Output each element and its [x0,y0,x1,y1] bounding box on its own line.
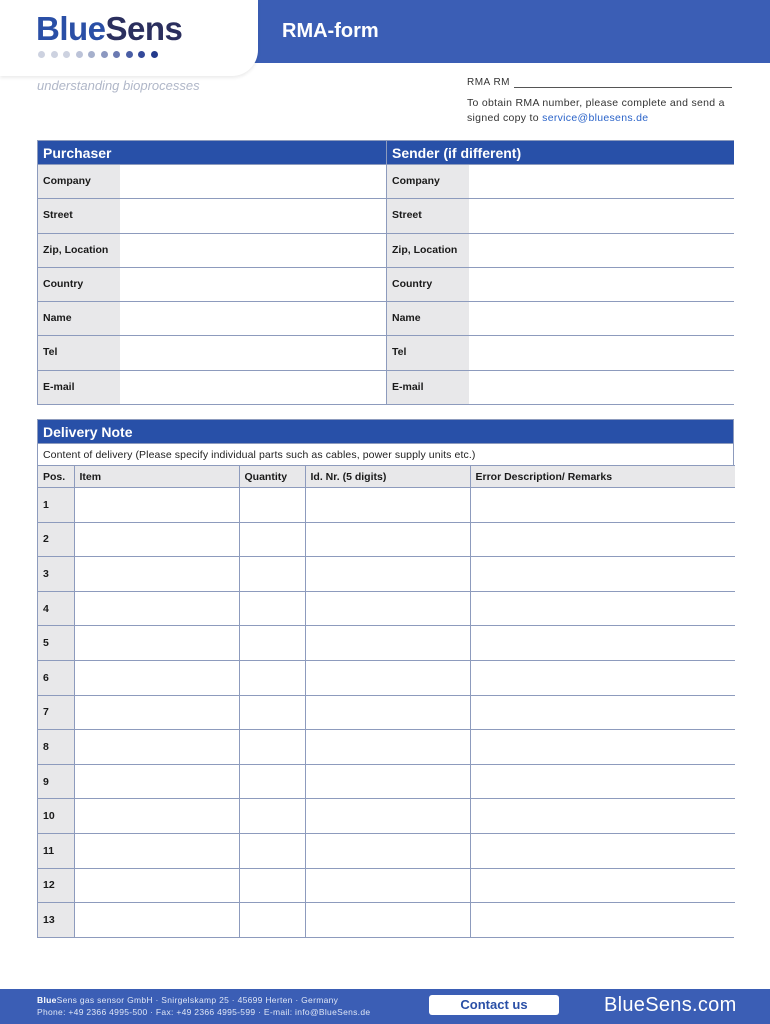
table-cell-input[interactable] [305,799,470,834]
logo-dot [63,51,70,58]
table-cell-input[interactable] [470,591,735,626]
page-title: RMA-form [282,20,379,42]
sender-field-input[interactable] [469,165,734,198]
purchaser-field-label: E-mail [38,371,120,404]
row-position: 9 [38,764,74,799]
sender-row [387,301,734,335]
logo-dot [113,51,120,58]
row-position: 7 [38,695,74,730]
sender-field-label: Tel [387,336,469,369]
purchaser-row [38,370,386,404]
contact-us-button[interactable]: Contact us [429,995,559,1015]
row-position: 5 [38,626,74,661]
table-row [38,591,735,626]
table-row [38,868,735,903]
table-cell-input[interactable] [305,522,470,557]
table-cell-input[interactable] [470,764,735,799]
sender-row [387,267,734,301]
purchaser-row [38,233,386,267]
footer-brand: BlueSens.com [604,994,737,1016]
sender-field-input[interactable] [469,268,734,301]
table-cell-input[interactable] [470,903,735,938]
delivery-column-header: Quantity [239,466,305,488]
table-cell-input[interactable] [470,522,735,557]
logo-dot [88,51,95,58]
table-cell-input[interactable] [305,660,470,695]
table-cell-input[interactable] [239,591,305,626]
logo-dot [38,51,45,58]
logo-dot [126,51,133,58]
delivery-note-subtitle: Content of delivery (Please specify individual parts such as cables, power supply units etc.) [38,443,733,465]
table-cell-input[interactable] [74,695,239,730]
delivery-column-header: Item [74,466,239,488]
purchaser-field-input[interactable] [120,302,386,335]
table-row [38,626,735,661]
tagline: understanding bioprocesses [37,78,200,93]
row-position: 10 [38,799,74,834]
purchaser-field-label: Zip, Location [38,234,120,267]
table-cell-input[interactable] [470,488,735,523]
delivery-column-header: Id. Nr. (5 digits) [305,466,470,488]
table-row [38,799,735,834]
table-cell-input[interactable] [470,730,735,765]
row-position: 13 [38,903,74,938]
delivery-column-header: Error Description/ Remarks [470,466,735,488]
rma-label: RMA RM [467,77,510,88]
table-cell-input[interactable] [305,764,470,799]
logo-dot [101,51,108,58]
table-cell-input[interactable] [305,626,470,661]
table-cell-input[interactable] [74,764,239,799]
purchaser-field-input[interactable] [120,336,386,369]
purchaser-heading: Purchaser [38,141,386,164]
sender-field-input[interactable] [469,302,734,335]
table-cell-input[interactable] [74,626,239,661]
table-cell-input[interactable] [239,868,305,903]
table-cell-input[interactable] [305,695,470,730]
purchaser-row [38,301,386,335]
sender-row [387,335,734,369]
row-position: 3 [38,557,74,592]
purchaser-field-label: Tel [38,336,120,369]
table-cell-input[interactable] [470,799,735,834]
purchaser-row [38,164,386,198]
table-cell-input[interactable] [239,764,305,799]
table-cell-input[interactable] [305,488,470,523]
sender-heading: Sender (if different) [387,141,734,164]
table-cell-input[interactable] [74,868,239,903]
logo-dot [151,51,158,58]
table-cell-input[interactable] [239,799,305,834]
table-cell-input[interactable] [305,833,470,868]
table-cell-input[interactable] [305,730,470,765]
table-cell-input[interactable] [239,903,305,938]
table-cell-input[interactable] [305,903,470,938]
table-cell-input[interactable] [239,522,305,557]
logo [0,0,258,76]
delivery-note-section [37,419,734,938]
footer-address: BlueSens gas sensor GmbH · Snirgelskamp 25 · 45699 Herten · Germany Phone: +49 2366 4995-500 · Fax: +49 2366 4995-599 · E-mail: info@BlueSens.de [37,995,371,1017]
sender-field-input[interactable] [469,234,734,267]
table-cell-input[interactable] [470,660,735,695]
table-cell-input[interactable] [74,488,239,523]
table-cell-input[interactable] [74,730,239,765]
table-cell-input[interactable] [239,557,305,592]
table-row [38,833,735,868]
table-cell-input[interactable] [239,660,305,695]
sender-field-label: Country [387,268,469,301]
table-cell-input[interactable] [239,833,305,868]
table-row [38,730,735,765]
sender-field-input[interactable] [469,199,734,232]
delivery-note-heading: Delivery Note [38,420,733,443]
table-cell-input[interactable] [305,868,470,903]
table-cell-input[interactable] [74,522,239,557]
purchaser-field-input[interactable] [120,165,386,198]
rma-instruction: To obtain RMA number, please complete and send a signed copy to service@bluesens.de [467,97,725,124]
table-cell-input[interactable] [470,557,735,592]
table-cell-input[interactable] [74,833,239,868]
table-cell-input[interactable] [239,626,305,661]
row-position: 11 [38,833,74,868]
table-cell-input[interactable] [470,695,735,730]
purchaser-field-input[interactable] [120,234,386,267]
table-cell-input[interactable] [239,488,305,523]
purchaser-field-input[interactable] [120,371,386,404]
purchaser-field-input[interactable] [120,268,386,301]
sender-column [386,141,734,404]
purchaser-field-input[interactable] [120,199,386,232]
row-position: 6 [38,660,74,695]
service-email-link[interactable]: service@bluesens.de [542,112,649,124]
sender-field-label: Street [387,199,469,232]
table-cell-input[interactable] [470,626,735,661]
table-cell-input[interactable] [74,660,239,695]
table-cell-input[interactable] [239,730,305,765]
table-cell-input[interactable] [74,591,239,626]
table-cell-input[interactable] [470,868,735,903]
purchaser-row [38,198,386,232]
sender-row [387,233,734,267]
sender-field-label: E-mail [387,371,469,404]
purchaser-row [38,335,386,369]
logo-dot [76,51,83,58]
rma-number-field[interactable] [467,77,732,88]
sender-field-label: Name [387,302,469,335]
row-position: 8 [38,730,74,765]
sender-field-input[interactable] [469,371,734,404]
table-row [38,488,735,523]
purchaser-row [38,267,386,301]
sender-row [387,370,734,404]
row-position: 2 [38,522,74,557]
row-position: 12 [38,868,74,903]
row-position: 4 [38,591,74,626]
purchaser-field-label: Company [38,165,120,198]
sender-row [387,164,734,198]
table-row [38,903,735,938]
sender-field-label: Zip, Location [387,234,469,267]
table-cell-input[interactable] [74,799,239,834]
logo-dots [38,51,158,58]
sender-field-label: Company [387,165,469,198]
purchaser-field-label: Street [38,199,120,232]
table-row [38,522,735,557]
purchaser-sender-section [37,140,734,405]
table-cell-input[interactable] [74,903,239,938]
table-cell-input[interactable] [239,695,305,730]
logo-dot [51,51,58,58]
sender-row [387,198,734,232]
table-row [38,764,735,799]
table-row [38,557,735,592]
delivery-table-header [38,466,735,488]
footer [0,989,770,1024]
table-cell-input[interactable] [305,591,470,626]
delivery-table [38,465,735,937]
table-cell-input[interactable] [74,557,239,592]
purchaser-field-label: Country [38,268,120,301]
table-row [38,695,735,730]
table-cell-input[interactable] [470,833,735,868]
logo-dot [138,51,145,58]
table-cell-input[interactable] [305,557,470,592]
logo-text: BlueSens [36,10,183,47]
table-row [38,660,735,695]
purchaser-field-label: Name [38,302,120,335]
delivery-column-header: Pos. [38,466,74,488]
row-position: 1 [38,488,74,523]
rma-number-line[interactable] [514,79,732,88]
purchaser-column [38,141,386,404]
sender-field-input[interactable] [469,336,734,369]
